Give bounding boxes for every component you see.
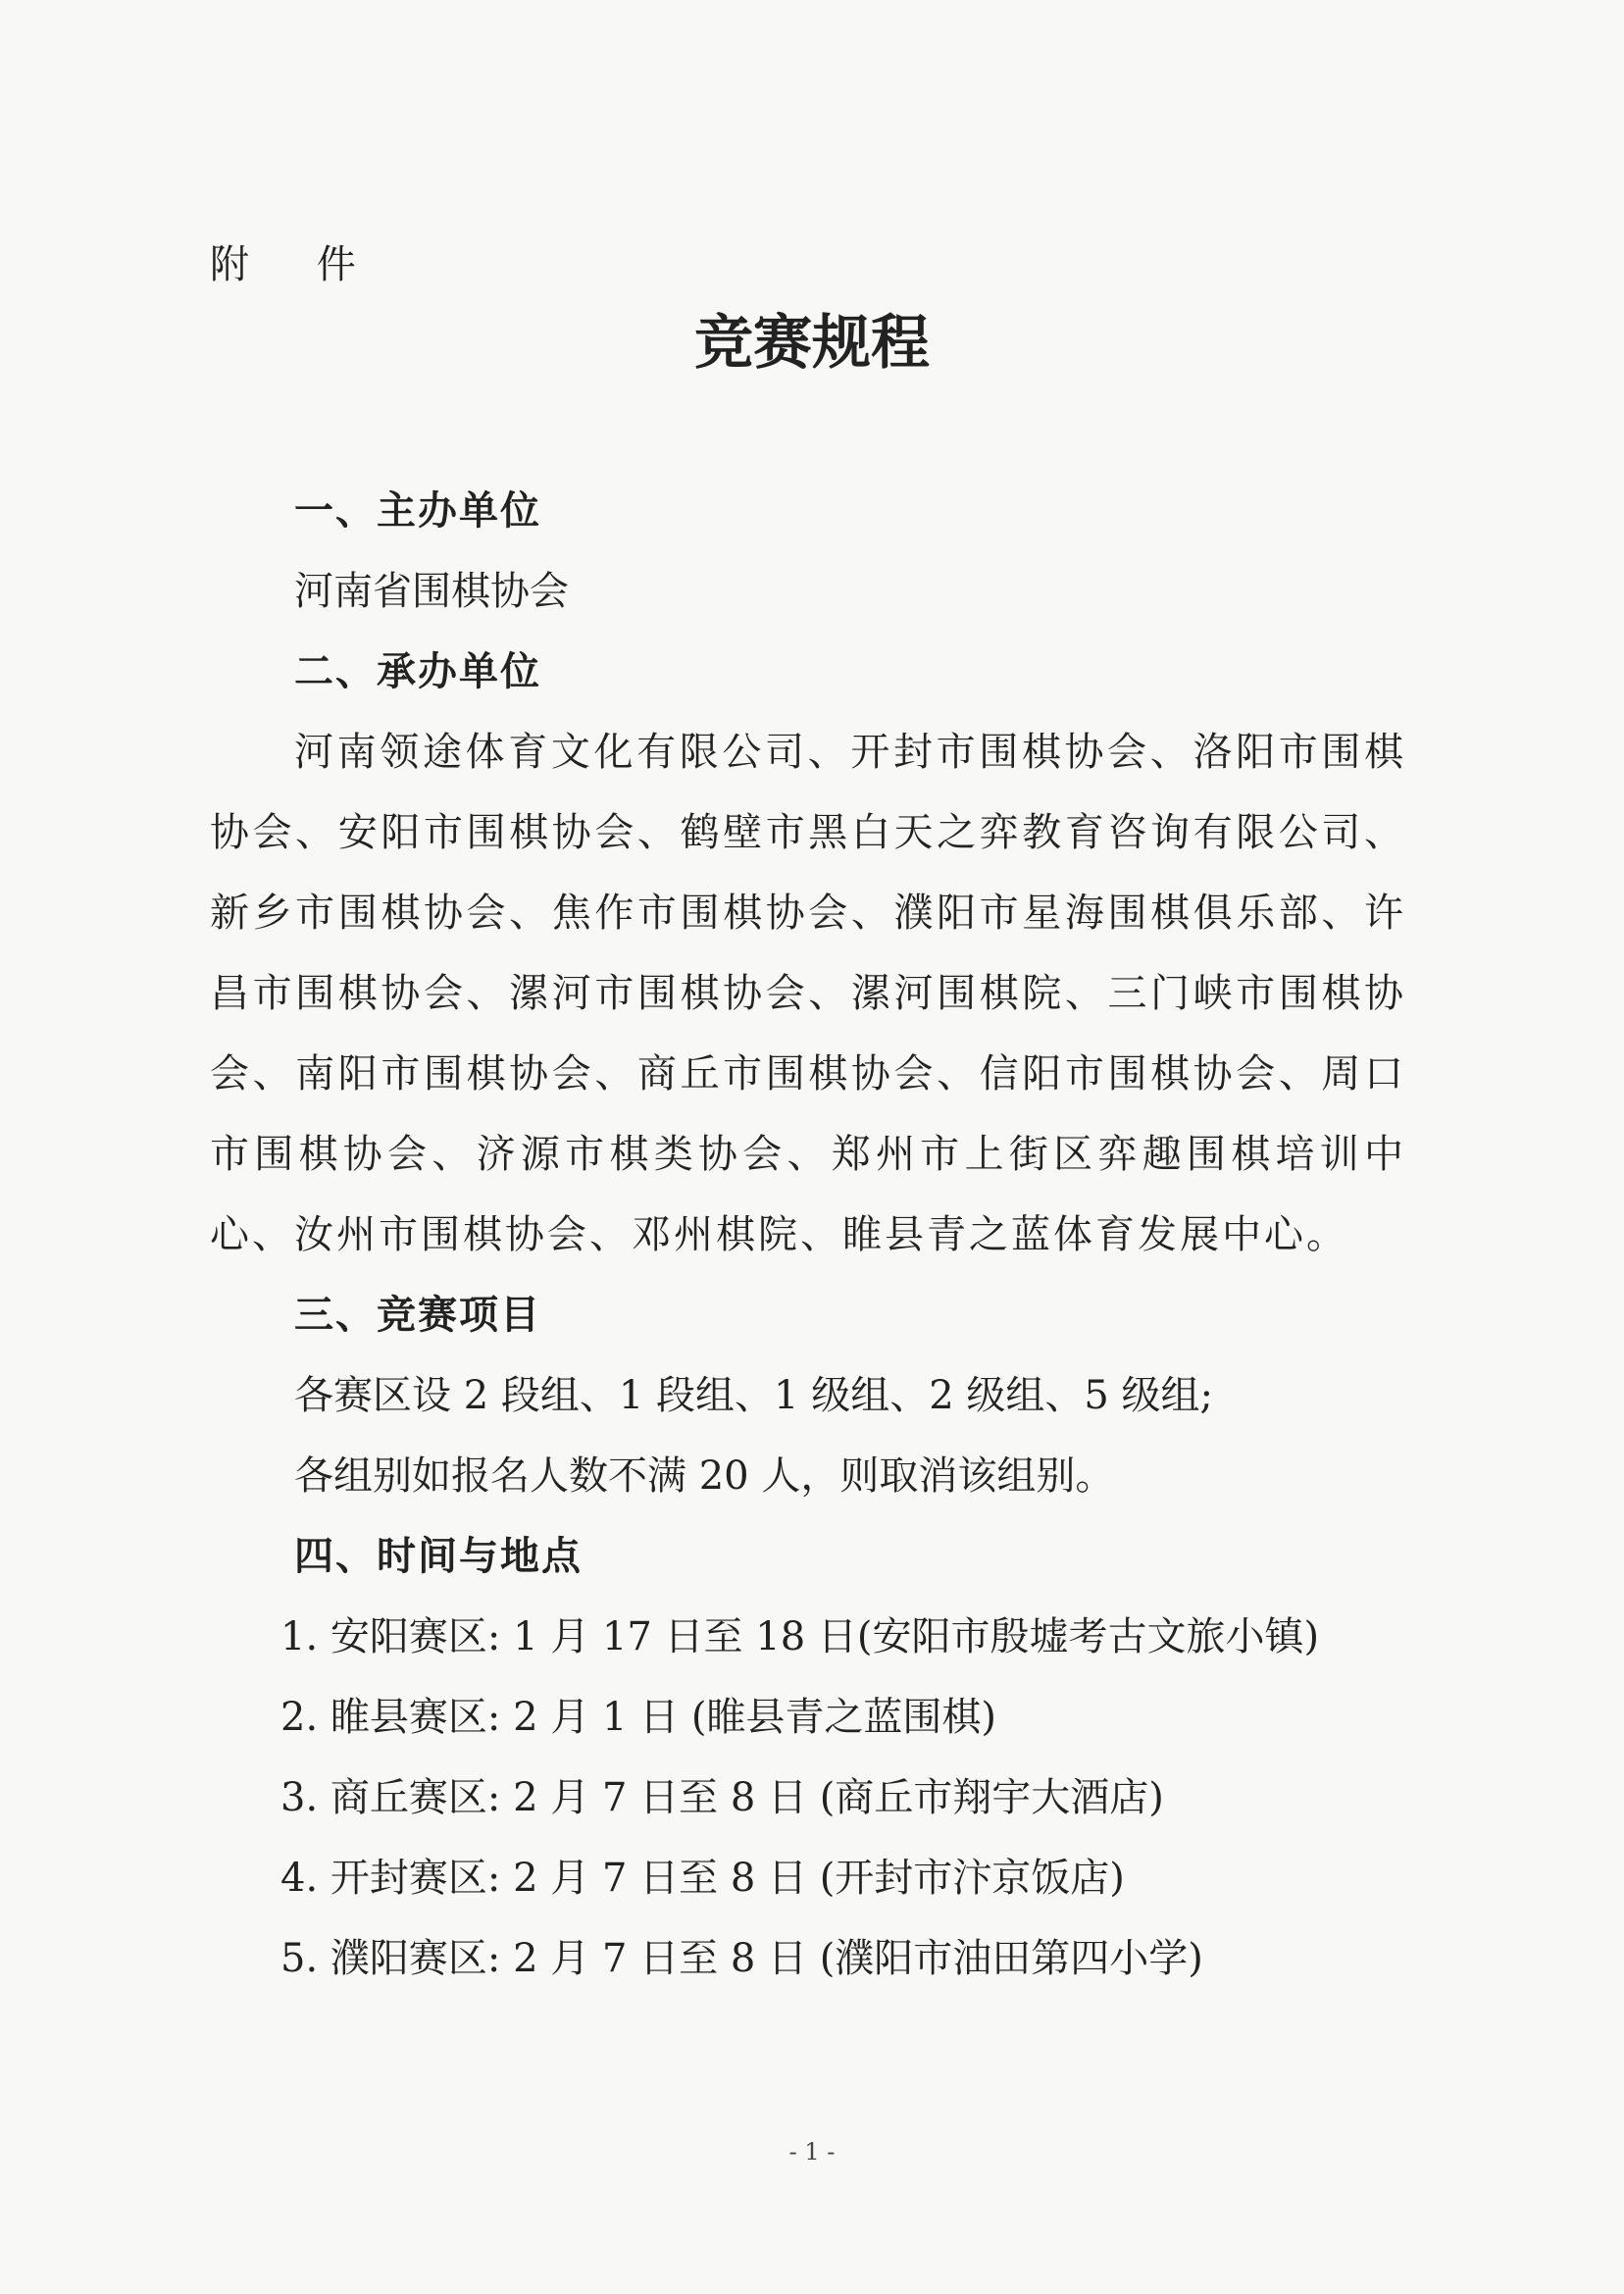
schedule-item-puyang: 5. 濮阳赛区: 2 月 7 日至 8 日 (濮阳市油田第四小学)	[280, 1936, 1203, 1981]
organizer-name: 河南省围棋协会	[294, 569, 569, 614]
schedule-item-kaifeng: 4. 开封赛区: 2 月 7 日至 8 日 (开封市汴京饭店)	[280, 1856, 1125, 1901]
schedule-item-shangqiu: 3. 商丘赛区: 2 月 7 日至 8 日 (商丘市翔宇大酒店)	[280, 1775, 1164, 1820]
page-number: - 1 -	[788, 2138, 836, 2166]
document-title: 竞赛规程	[694, 309, 930, 378]
schedule-item-anyang: 1. 安阳赛区: 1 月 17 日至 18 日(安阳市殷墟考古文旅小镇)	[280, 1614, 1320, 1659]
document-content	[210, 471, 1406, 1999]
events-line-cancel-rule: 各组别如报名人数不满 20 人，则取消该组别。	[294, 1453, 1115, 1499]
host-organizations-paragraph: 河南领途体育文化有限公司、开封市围棋协会、洛阳市围棋协会、安阳市围棋协会、鹤壁市黑白天之弈教育咨询有限公司、新乡市围棋协会、焦作市围棋协会、濮阳市星海围棋俱乐部、许昌市围棋协会、漯河市围棋协会、漯河围棋院、三门峡市围棋协会、南阳市围棋协会、商丘市围棋协会、信阳市围棋协会、周口市围棋协会、济源市棋类协会、郑州市上街区弈趣围棋培训中心、汝州市围棋协会、邓州棋院、睢县青之蓝体育发展中心。	[210, 730, 1406, 1257]
section-heading-host: 二、承办单位	[294, 649, 541, 694]
section-heading-time-location: 四、时间与地点	[294, 1534, 583, 1579]
attachment-label: 附 件	[210, 242, 383, 287]
section-heading-organizer: 一、主办单位	[294, 488, 541, 534]
section-heading-events: 三、竞赛项目	[294, 1293, 541, 1338]
events-line-groups: 各赛区设 2 段组、1 段组、1 级组、2 级组、5 级组;	[294, 1373, 1214, 1418]
schedule-item-suixian: 2. 睢县赛区: 2 月 1 日 (睢县青之蓝围棋)	[280, 1695, 997, 1740]
